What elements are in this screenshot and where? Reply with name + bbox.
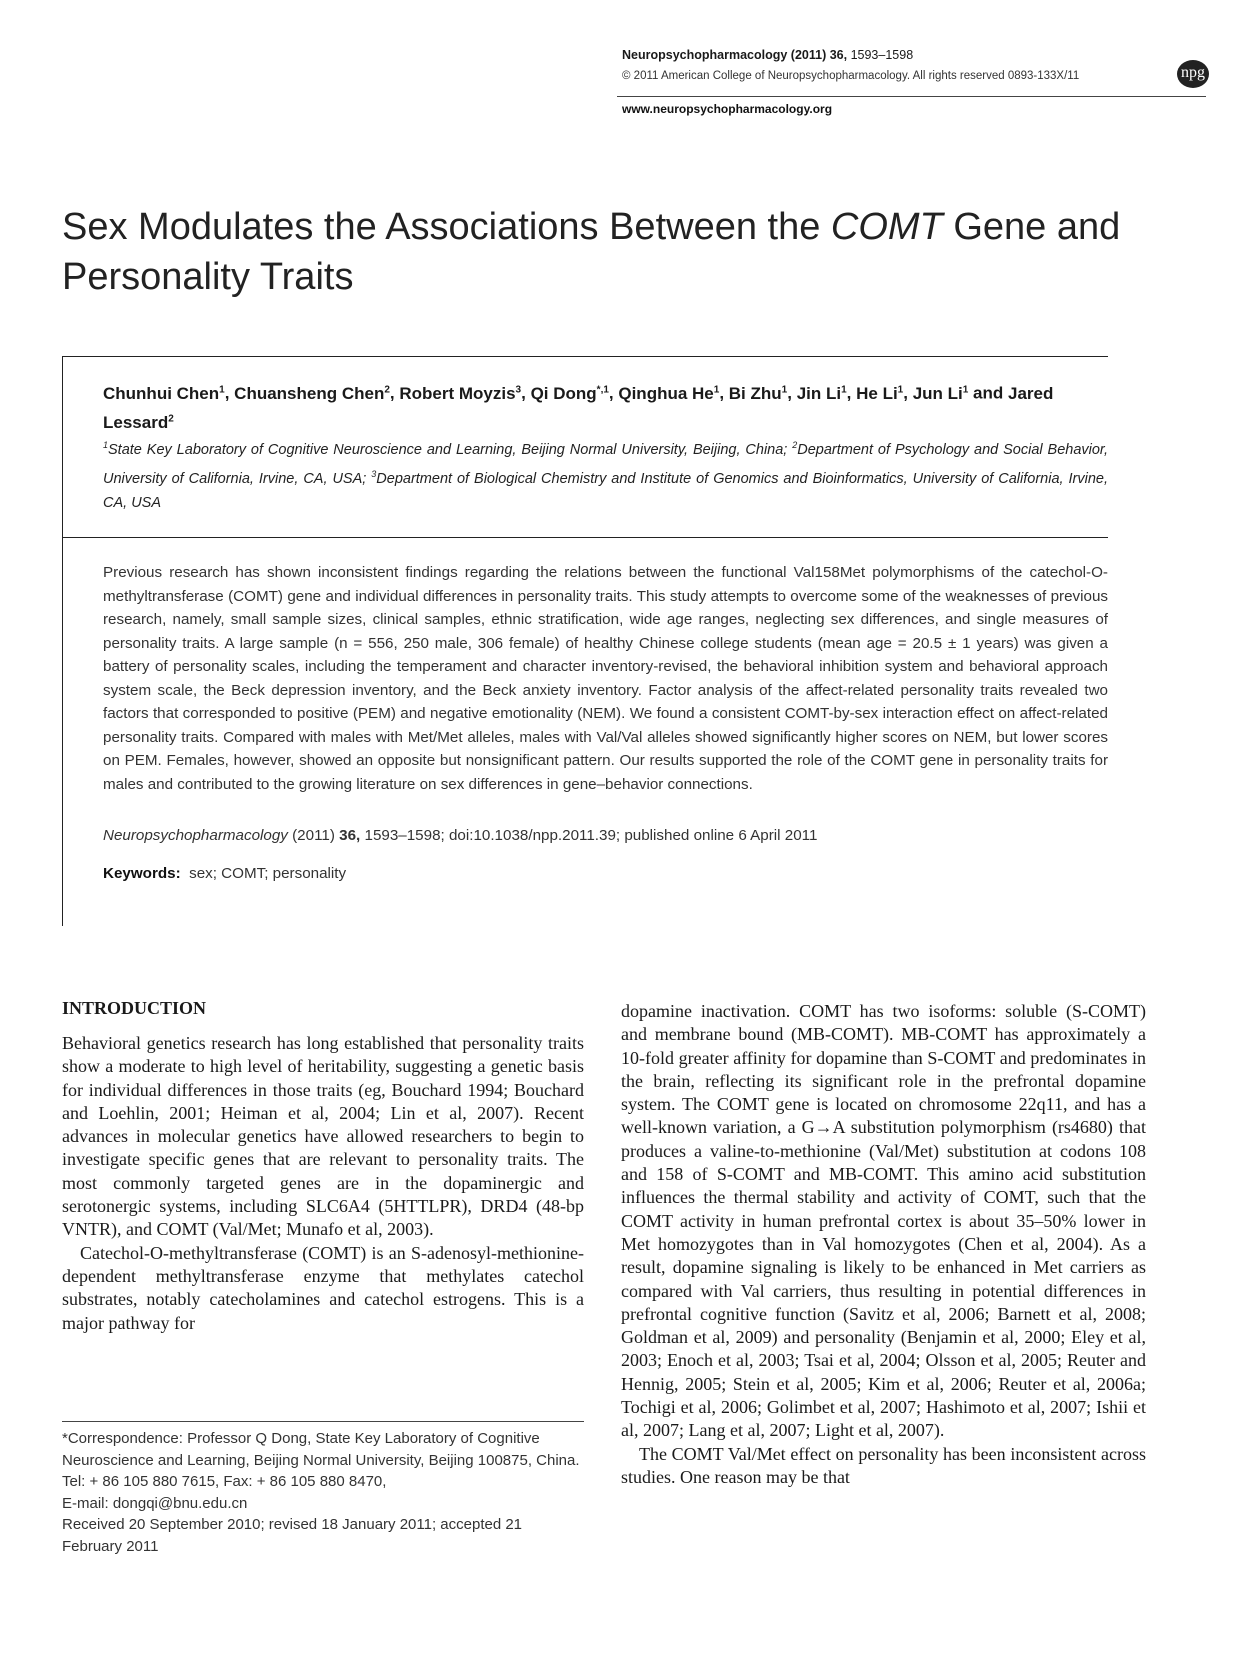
email-link[interactable]: E-mail: dongqi@bnu.edu.cn <box>62 1494 248 1512</box>
affiliation-mark: 1 <box>103 440 109 450</box>
author-name: Bi Zhu$^1$ <box>728 383 788 403</box>
citation-rest: 1593–1598; doi:10.1038/npp.2011.39; published online 6 April 2011 <box>364 827 818 844</box>
citation-volume: 36, <box>339 827 361 844</box>
author-name: Robert Moyzis$^3$ <box>399 383 522 403</box>
author-name: Chunhui Chen$^1$ <box>103 383 225 403</box>
received-dates: Received 20 September 2010; revised 18 January 2011; accepted 21 February 2011 <box>62 1516 523 1555</box>
body-column-right <box>621 1000 1146 1489</box>
authors-and: and <box>968 383 1008 403</box>
title-part2: Gene and Personality Traits <box>62 206 1121 298</box>
author-affiliation-mark: *,1 <box>596 384 609 395</box>
section-heading-introduction: INTRODUCTION <box>62 998 207 1018</box>
author-affiliation-mark: 1 <box>219 384 225 395</box>
abstract-rule <box>62 536 63 926</box>
title-gene: COMT <box>830 206 943 248</box>
affiliation-text: Department of Psychology and Social Behavior, University of California, Irvine, CA, USA; <box>103 441 1108 487</box>
paragraph: The COMT Val/Met effect on personality has been inconsistent across studies. One reason may be that <box>621 1443 1146 1487</box>
author-name: Qinghua He$^1$ <box>618 383 720 403</box>
citation-line <box>103 827 1108 844</box>
journal-url-link[interactable]: www.neuropsychopharmacology.org <box>622 102 833 116</box>
author-affiliation-mark: 1 <box>841 384 847 395</box>
keywords-value: sex; COMT; personality <box>189 865 347 882</box>
author-name: Jin Li$^1$ <box>796 383 847 403</box>
npg-logo: npg <box>1177 60 1209 88</box>
article-title <box>62 202 1122 302</box>
copyright-line: © 2011 American College of Neuropsychopharmacology. All rights reserved 0893-133X/11 <box>622 70 1080 82</box>
author-name: Jared Lessard$^2$ <box>103 383 1054 433</box>
citation-year: (2011) <box>292 827 335 844</box>
paragraph: Behavioral genetics research has long established that personality traits show a moderate to high level of heritability, suggesting a genetic basis for individual differences in those traits (eg, Bouchard 1994; Bouchard and Loehlin, 2001; Heiman et al, 2004; Lin et al, 2007). Recent advances in molecular genetics have allowed researchers to begin to investigate specific genes that are relevant to personality traits. The most commonly targeted genes are in the dopaminergic and serotonergic systems, including SLC6A4 (5HTTLPR), DRD4 (48-bp VNTR), and COMT (Val/Met; Munafo et al, 2003). <box>62 1033 584 1240</box>
author-affiliation-mark: 2 <box>384 384 390 395</box>
author-affiliation-mark: 2 <box>168 413 174 425</box>
abstract-text: Previous research has shown inconsistent findings regarding the relations between the functional Val158Met polymorphisms of the catechol-O-methyltransferase (COMT) gene and individual differences in personality traits. This study attempts to overcome some of the weaknesses of previous research, namely, small sample sizes, clinical samples, ethnic stratification, wide age ranges, neglecting sex differences, and single measures of personality traits. A large sample (n = 556, 250 male, 306 female) of healthy Chinese college students (mean age = 20.5 ± 1 years) was given a battery of personality scales, including the temperament and character inventory-revised, the behavioral inhibition system and behavioral approach system scale, the Beck depression inventory, and the Beck anxiety inventory. Factor analysis of the affect-related personality traits revealed two factors that corresponded to positive (PEM) and negative emotionality (NEM). We found a consistent COMT-by-sex interaction effect on affect-related personality traits. Compared with males with Met/Met alleles, males with Val/Val alleles showed significantly higher scores on NEM, but lower scores on PEM. Females, however, showed an opposite but nonsignificant pattern. Our results supported the role of the COMT gene in personality traits for males and contributed to the growing literature on sex differences in gene–behavior connections. <box>103 564 1108 793</box>
correspondence: *Correspondence: Professor Q Dong, State Key Laboratory of Cognitive Neuroscience and Learning, Beijing Normal University, Beijing 100875, China. Tel: + 86 105 880 7615, Fax: + 86 105 880 8470, <box>62 1430 580 1490</box>
keywords-label: Keywords: <box>103 865 181 882</box>
author-affiliation-mark: 3 <box>515 384 522 395</box>
paragraph: Catechol-O-methyltransferase (COMT) is an S-adenosyl-methionine-dependent methyltransferase enzyme that methylates catechol substrates, notably catecholamines and catechol estrogens. This is a major pathway for <box>62 1242 584 1333</box>
author-name: He Li$^1$ <box>856 383 904 403</box>
author-affiliation-mark: 1 <box>713 384 720 395</box>
author-list: Chunhui Chen$^1$, Chuansheng Chen$^2$, Robert Moyzis$^3$, Qi Dong$^{*,1}$, Qinghua He$^1$, Bi Zhu$^1$, Jin Li$^1$, He Li$^1$, Jun Li$^1$ and Jared Lessard$^2$ <box>103 383 1054 433</box>
affiliations <box>103 433 1108 515</box>
affiliation-text: State Key Laboratory of Cognitive Neuroscience and Learning, Beijing Normal University, Beijing, China; <box>108 441 793 458</box>
affiliation-mark: 3 <box>371 468 377 479</box>
citation-journal: Neuropsychopharmacology <box>103 827 288 844</box>
paragraph: dopamine inactivation. COMT has two isoforms: soluble (S-COMT) and membrane bound (MB-COMT). MB-COMT has approximately a 10-fold greater affinity for dopamine than S-COMT and predominates in the brain, reflecting its significant role in the prefrontal dopamine system. The COMT gene is located on chromosome 22q11, and has a well-known variation, a G→A substitution polymorphism (rs4680) that produces a valine-to-methionine (Val/Met) substitution at codons 108 and 158 of S-COMT and MB-COMT. This amino acid substitution influences the thermal stability and activity of COMT, such that the COMT activity in human prefrontal cortex is about 35–50% lower in Met homozygotes than in Val homozygotes (Chen et al, 2004). As a result, dopamine signaling is likely to be enhanced in Met carriers as compared with Val carriers, thus resulting in potential differences in prefrontal cognitive function (Savitz et al, 2006; Barnett et al, 2008; Goldman et al, 2009) and personality (Benjamin et al, 2000; Eley et al, 2003; Enoch et al, 2003; Tsai et al, 2004; Olsson et al, 2005; Reuter and Hennig, 2005; Stein et al, 2005; Kim et al, 2006; Reuter et al, 2006a; Tochigi et al, 2006; Golimbet et al, 2007; Hashimoto et al, 2007; Ishii et al, 2007; Lang et al, 2007; Light et al, 2007). <box>621 1001 1146 1441</box>
footnote-divider <box>62 1421 584 1422</box>
author-affiliation-mark: 1 <box>781 384 788 395</box>
body-column-left <box>62 1032 584 1335</box>
author-name: Qi Dong$^{*,1}$ <box>530 383 609 403</box>
footnote <box>62 1428 584 1557</box>
journal-name: Neuropsychopharmacology (2011) 36, <box>622 48 848 62</box>
keywords <box>103 865 346 882</box>
affiliation-mark: 2 <box>792 440 798 450</box>
header-divider <box>617 96 1206 97</box>
author-name: Jun Li$^1$ <box>912 383 969 403</box>
journal-header <box>622 48 913 62</box>
journal-pages: 1593–1598 <box>850 48 914 62</box>
author-name: Chuansheng Chen$^2$ <box>234 383 390 403</box>
author-affiliation-mark: 1 <box>897 384 904 395</box>
author-affiliation-mark: 1 <box>962 384 969 395</box>
title-part1: Sex Modulates the Associations Between the <box>62 206 831 248</box>
affiliation-text: Department of Biological Chemistry and Institute of Genomics and Bioinformatics, University of California, Irvine, CA, USA <box>103 470 1108 511</box>
